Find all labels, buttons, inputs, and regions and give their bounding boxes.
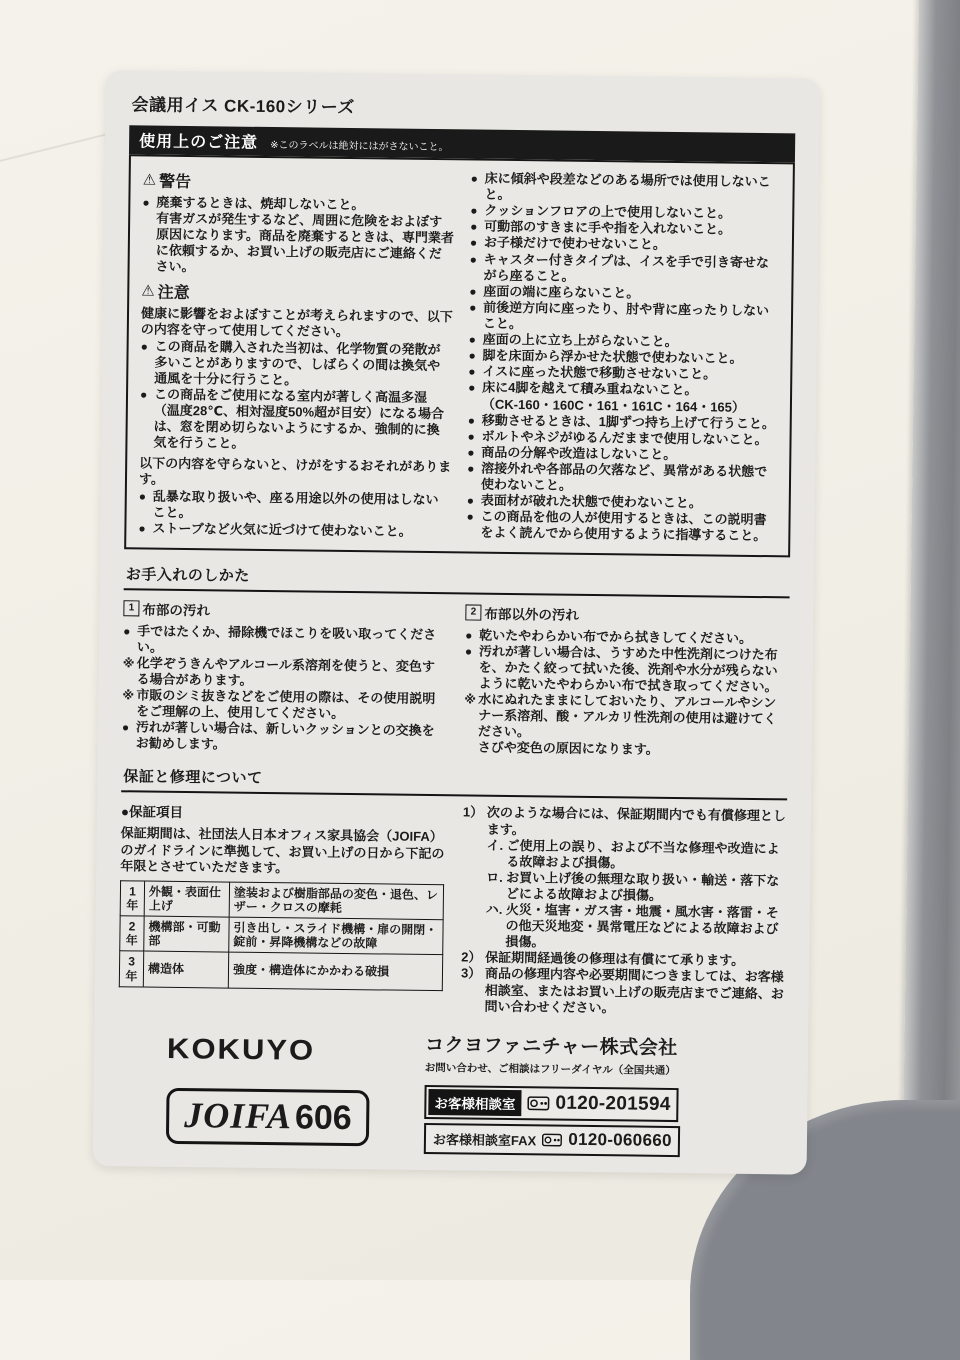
usage-notice-box bbox=[124, 154, 795, 557]
fax-number: 0120-060660 bbox=[568, 1130, 672, 1151]
notice-item: ● 溶接外れや各部品の欠落など、異常がある状態で使わないこと。 bbox=[467, 460, 768, 493]
table-row: 3年 構造体 強度・構造体にかかわる破損 bbox=[119, 951, 442, 990]
caution-intro: 健康に影響をおよぼすことが考えられますので、以下の内容を守って使用してください。 bbox=[140, 304, 453, 339]
bullet-icon: ● bbox=[468, 348, 476, 363]
warranty-right-column bbox=[460, 805, 787, 1018]
bullet-icon: ● bbox=[467, 445, 475, 460]
care-item: ● 汚れが著しい場合は、新しいクッションとの交換をお勧めします。 bbox=[121, 719, 435, 752]
warranty-note: 2） 保証期間経過後の修理は有償にて承ります。 bbox=[461, 949, 745, 969]
care-nonfabric-heading: 2 布部以外の汚れ bbox=[465, 602, 789, 626]
bullet-icon: ● bbox=[468, 380, 476, 395]
fax-box bbox=[424, 1123, 680, 1157]
table-row: 2年 機構部・可動部 引き出し・スライド機構・扉の開閉・錠前・昇降機構などの故障 bbox=[120, 916, 443, 955]
caution-item: ● この商品を購入された当初は、化学物質の発散が多いことがありますので、しばらくの間は換気や通風を十分に行うこと。 bbox=[140, 338, 441, 388]
bullet-icon: ● bbox=[138, 521, 146, 536]
warranty-left-column bbox=[119, 801, 446, 1014]
caution-heading-label: 注意 bbox=[157, 284, 190, 302]
note-asterisk: ※ bbox=[122, 688, 135, 703]
notice-item: ● この商品を他の人が使用するときは、この説明書をよく読んでから使用するように指導すること。 bbox=[466, 508, 767, 544]
care-fabric-column bbox=[122, 598, 448, 756]
care-section bbox=[122, 563, 790, 760]
joifa-brand: JOIFA bbox=[183, 1095, 293, 1137]
phone-box bbox=[424, 1085, 679, 1122]
company-block bbox=[425, 1030, 678, 1078]
notice-item: ● お子様だけで使わせないこと。 bbox=[469, 235, 667, 253]
company-name: コクヨファニチャー株式会社 bbox=[424, 1034, 678, 1059]
caution-triangle-icon: ⚠ bbox=[141, 281, 155, 300]
bullet-icon: ● bbox=[466, 509, 474, 524]
bullet-icon: ● bbox=[469, 252, 478, 267]
notice-item: ● 商品の分解や改造はしないこと。 bbox=[467, 444, 677, 462]
notice-item: ● キャスター付きタイプは、イスを手で引き寄せながら座ること。 bbox=[469, 251, 770, 284]
care-item: ※ 水にぬれたままにしておいたり、アルコールやシンナー系溶剤、酸・アルカリ性洗剤の使用は避けてください。 さびや変色の原因になります。 bbox=[464, 691, 777, 758]
bullet-icon: ● bbox=[121, 720, 130, 735]
bullet-icon: ● bbox=[467, 429, 475, 444]
freedial-icon bbox=[527, 1096, 549, 1110]
notice-item: ● クッションフロアの上で使用しないこと。 bbox=[470, 202, 732, 221]
table-row: 1年 外観・表面仕上げ 塗装および樹脂部品の変色・退色、レザー・クロスの摩耗 bbox=[120, 880, 443, 919]
bullet-icon: ● bbox=[469, 284, 477, 299]
care-item: ● 乾いたやわらかい布でから拭きしてください。 bbox=[465, 627, 753, 646]
warranty-items-heading: ●保証項目 bbox=[120, 804, 184, 821]
notice-item: ● 表面材が破れた状態で使わないこと。 bbox=[466, 492, 702, 511]
warning-item: ● 廃棄するときは、焼却しないこと。 有害ガスが発生するなど、周囲に危険をおよぼす原因になります。商品を廃棄するときは、専門業者に依頼するか、お買い上げの販売店にご連絡ください。 bbox=[142, 194, 455, 275]
warranty-subnote: イ. ご使用上の誤り、および不当な修理や改造による故障および損傷。 bbox=[486, 837, 780, 871]
contact-boxes bbox=[424, 1085, 681, 1157]
warning-label bbox=[93, 70, 820, 1174]
warning-heading bbox=[143, 168, 455, 195]
notice-item: ● ボルトやネジがゆるんだままで使用しないこと。 bbox=[467, 428, 768, 447]
warranty-section bbox=[119, 766, 788, 1019]
caution-heading bbox=[141, 279, 453, 306]
note-asterisk: ※ bbox=[464, 692, 477, 707]
bullet-icon: ● bbox=[466, 493, 475, 508]
injury-intro: 以下の内容を守らないと、けがをするおそれがあります。 bbox=[138, 454, 452, 487]
series-title: 会議用イス CK-160シリーズ bbox=[131, 95, 355, 118]
do-not-peel-note: ※このラベルは絶対にはがさないこと。 bbox=[270, 139, 449, 153]
bullet-icon: ● bbox=[142, 195, 150, 210]
bullet-icon: ● bbox=[470, 219, 478, 234]
bullet-icon: ● bbox=[469, 235, 478, 250]
bullet-icon: ● bbox=[467, 461, 475, 476]
contact-note: お問い合わせ、ご相談はフリーダイヤル（全国共通） bbox=[424, 1061, 676, 1077]
bullet-icon: ● bbox=[465, 627, 473, 643]
chair-edge-strip bbox=[901, 0, 960, 1290]
notice-right-column bbox=[466, 170, 783, 544]
care-title: お手入れのしかた bbox=[124, 563, 790, 598]
freedial-icon bbox=[542, 1133, 562, 1146]
warning-heading-label: 警告 bbox=[158, 173, 192, 192]
notice-left-column bbox=[138, 166, 455, 540]
injury-item: ● 乱暴な取り扱いや、座る用途以外の使用はしないこと。 bbox=[138, 488, 439, 520]
notice-item: ● 可動部のすきまに手や指を入れないこと。 bbox=[470, 218, 732, 237]
injury-item: ● ストーブなど火気に近づけて使わないこと。 bbox=[138, 520, 412, 539]
notice-item: ● 床に4脚を越えて積み重ねないこと。 （CK-160・160C・161・161C・164・165） bbox=[468, 380, 746, 415]
warranty-table bbox=[119, 880, 444, 991]
bullet-icon: ● bbox=[468, 364, 476, 379]
joifa-number: 606 bbox=[294, 1098, 352, 1138]
caution-item: ● この商品をご使用になる室内が著しく高温多湿（温度28℃、相対湿度50%超が目安）になる場合は、窓を閉め切らないようにするか、強制的に換気を行うこと。 bbox=[139, 386, 445, 452]
care-item: ※ 化学ぞうきんやアルコール系溶剤を使うと、変色する場合があります。 bbox=[122, 655, 436, 688]
bullet-icon: ● bbox=[139, 387, 148, 402]
bullet-icon: ● bbox=[464, 644, 473, 659]
joifa-badge bbox=[166, 1088, 370, 1146]
label-footer bbox=[117, 1026, 784, 1158]
customer-service-chip: お客様相談室 bbox=[428, 1089, 521, 1116]
care-nonfabric-column bbox=[464, 602, 790, 760]
warranty-note: 1） 次のような場合には、保証期間内でも有償修理とします。 bbox=[462, 804, 787, 837]
warning-triangle-icon: ⚠ bbox=[142, 171, 157, 189]
kokuyo-logo: KOKUYO bbox=[166, 1032, 316, 1067]
warranty-subnote: ロ. お買い上げ後の無理な取り扱い・輸送・落下などによる故障および損傷。 bbox=[486, 869, 780, 903]
bullet-icon: ● bbox=[138, 489, 147, 504]
warranty-intro: 保証期間は、社団法人日本オフィス家具協会（JOIFA）のガイドラインに準拠して、お買い上げの日から下記の年限とさせていただきます。 bbox=[120, 825, 445, 875]
usage-notice-title: 使用上のご注意 bbox=[139, 133, 259, 152]
boxed-number-1: 1 bbox=[123, 600, 139, 616]
note-asterisk: ※ bbox=[122, 655, 135, 671]
bullet-icon: ● bbox=[470, 171, 479, 186]
care-item: ● 手ではたくか、掃除機でほこりを吸い取ってください。 bbox=[123, 622, 437, 655]
bullet-icon: ● bbox=[140, 339, 148, 354]
notice-item: ● 脚を床面から浮かせた状態で使わないこと。 bbox=[468, 347, 743, 367]
phone-number: 0120-201594 bbox=[555, 1092, 671, 1115]
care-item: ● 汚れが著しい場合は、うすめた中性洗剤につけた布を、かたく絞って拭いた後、洗剤や水分が残らないように乾いたやわらかい布で拭き取ってください。 bbox=[464, 643, 778, 695]
notice-item: ● 床に傾斜や段差などのある場所では使用しないこと。 bbox=[470, 170, 771, 203]
bullet-icon: ● bbox=[468, 332, 477, 347]
notice-item: ● イスに座った状態で移動させないこと。 bbox=[468, 363, 717, 382]
care-item: ※ 市販のシミ抜きなどをご使用の際は、その使用説明をご理解の上、使用してください。 bbox=[122, 687, 436, 722]
fax-label: お客様相談室FAX bbox=[432, 1131, 537, 1149]
care-fabric-heading: 1 布部の汚れ bbox=[123, 598, 447, 622]
notice-item: ● 前後逆方向に座ったり、肘や背に座ったりしないこと。 bbox=[469, 299, 770, 332]
warranty-title: 保証と修理について bbox=[121, 766, 787, 801]
bullet-icon: ● bbox=[469, 300, 477, 315]
bullet-icon: ● bbox=[467, 413, 476, 428]
boxed-number-2: 2 bbox=[465, 604, 481, 620]
warranty-note: 3） 商品の修理内容や必要期間につきましては、お客様相談室、またはお買い上げの販売店までご連絡、お問い合わせください。 bbox=[460, 965, 784, 1015]
notice-item: ● 移動させるときは、1脚ずつ持ち上げて行うこと。 bbox=[467, 412, 776, 431]
notice-item: ● 座面の上に立ち上がらないこと。 bbox=[468, 331, 678, 350]
warranty-subnote: ハ. 火災・塩害・ガス害・地震・風水害・落雷・その他天災地変・異常電圧などによる故障および損傷。 bbox=[485, 901, 779, 950]
bullet-icon: ● bbox=[470, 203, 478, 218]
notice-item: ● 座面の端に座らないこと。 bbox=[469, 283, 640, 301]
bullet-icon: ● bbox=[123, 623, 131, 638]
